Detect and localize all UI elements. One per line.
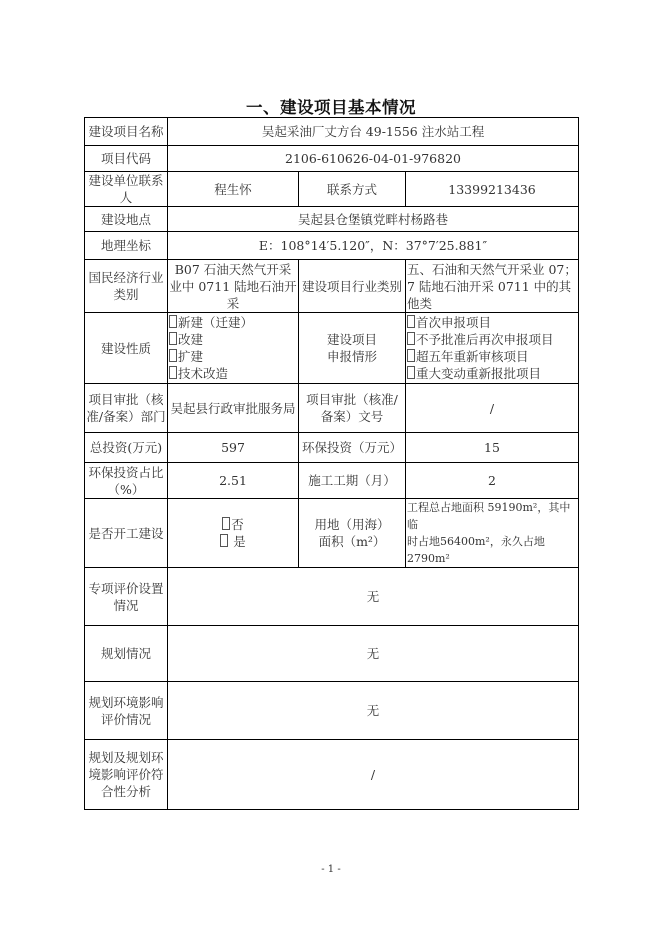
- value-planning-compliance: /: [168, 740, 579, 810]
- table-row-special-eval: [85, 568, 579, 626]
- option-major-change[interactable]: 重大变动重新报批项目: [407, 365, 577, 382]
- value-planning: 无: [168, 626, 579, 682]
- value-approval-dept: 吴起县行政审批服务局: [168, 384, 299, 433]
- checkbox[interactable]: [169, 349, 177, 362]
- value-approval-doc: /: [406, 384, 579, 433]
- checkbox[interactable]: [407, 332, 415, 345]
- label-project-code: 项目代码: [85, 146, 168, 172]
- table-row-investment: [85, 433, 579, 463]
- table-row-nature: [85, 313, 579, 384]
- value-construction-period: 2: [406, 463, 579, 499]
- table-row-env-ratio: [85, 463, 579, 499]
- project-info-table: [84, 117, 579, 810]
- label-env-ratio: 环保投资占比（%）: [85, 463, 168, 499]
- checkbox[interactable]: [169, 366, 177, 379]
- option-resubmit[interactable]: 不予批准后再次申报项目: [407, 331, 577, 348]
- value-coords: E：108°14′5.120″，N：37°7′25.881″: [168, 232, 579, 260]
- value-planning-env: 无: [168, 682, 579, 740]
- label-contact-method: 联系方式: [299, 172, 406, 207]
- started-options: [168, 499, 299, 568]
- label-contact-person: 建设单位联系人: [85, 172, 168, 207]
- option-five-year[interactable]: 超五年重新审核项目: [407, 348, 577, 365]
- label-investment: 总投资(万元): [85, 433, 168, 463]
- checkbox[interactable]: [407, 315, 415, 328]
- label-project-name: 建设项目名称: [85, 118, 168, 146]
- label-env-investment: 环保投资（万元）: [299, 433, 406, 463]
- value-env-ratio: 2.51: [168, 463, 299, 499]
- table-row-planning-compliance: [85, 740, 579, 810]
- value-contact-person: 程生怀: [168, 172, 299, 207]
- table-row-project-code: [85, 146, 579, 172]
- checkbox[interactable]: [222, 517, 230, 530]
- table-row-location: [85, 207, 579, 232]
- checkbox[interactable]: [220, 534, 228, 547]
- value-industry: B07 石油天然气开采业中 0711 陆地石油开采: [169, 261, 297, 311]
- value-project-name: 吴起采油厂丈方台 49-1556 注水站工程: [168, 118, 579, 146]
- page-number: - 1 -: [321, 864, 341, 875]
- label-coords: 地理坐标: [85, 232, 168, 260]
- table-row-industry: [85, 260, 579, 313]
- option-expand[interactable]: 扩建: [169, 348, 297, 365]
- option-rebuild[interactable]: 改建: [169, 331, 297, 348]
- checkbox[interactable]: [169, 332, 177, 345]
- value-project-industry: 五、石油和天然气开采业 07；7 陆地石油开采 0711 中的其他类: [407, 261, 577, 311]
- label-special-eval: 专项评价设置情况: [85, 568, 168, 626]
- label-started: 是否开工建设: [85, 499, 168, 568]
- option-tech[interactable]: 技术改造: [169, 365, 297, 382]
- value-location: 吴起县仓堡镇党畔村杨路巷: [168, 207, 579, 232]
- label-nature: 建设性质: [85, 313, 168, 384]
- table-row-contact: [85, 172, 579, 207]
- label-construction-period: 施工工期（月）: [299, 463, 406, 499]
- section-title: 一、建设项目基本情况: [246, 98, 416, 117]
- checkbox[interactable]: [407, 366, 415, 379]
- table-row-planning: [85, 626, 579, 682]
- checkbox[interactable]: [169, 315, 177, 328]
- table-row-planning-env: [85, 682, 579, 740]
- label-planning-env: 规划环境影响评价情况: [85, 682, 168, 740]
- table-row-project-name: [85, 118, 579, 146]
- option-yes[interactable]: 是: [169, 533, 297, 550]
- label-approval-dept: 项目审批（核准/备案）部门: [85, 384, 168, 433]
- checkbox[interactable]: [407, 349, 415, 362]
- option-new[interactable]: 新建（迁建）: [169, 314, 297, 331]
- label-project-industry: 建设项目行业类别: [299, 260, 406, 313]
- label-location: 建设地点: [85, 207, 168, 232]
- declaration-options: [406, 313, 579, 384]
- value-investment: 597: [168, 433, 299, 463]
- value-contact-phone: 13399213436: [406, 172, 579, 207]
- label-planning-compliance: 规划及规划环境影响评价符合性分析: [85, 740, 168, 810]
- table-row-started: [85, 499, 579, 568]
- value-land-area: 工程总占地面积 59190m²，其中临 时占地56400m²，永久占地2790m²: [406, 499, 579, 568]
- value-project-code: 2106-610626-04-01-976820: [168, 146, 579, 172]
- value-env-investment: 15: [406, 433, 579, 463]
- label-industry: 国民经济行业类别: [85, 260, 168, 313]
- label-approval-doc: 项目审批（核准/备案）文号: [299, 384, 406, 433]
- table-row-approval: [85, 384, 579, 433]
- table-row-coords: [85, 232, 579, 260]
- label-land-area: 用地（用海） 面积（m²）: [299, 499, 406, 568]
- label-declaration: 建设项目 申报情形: [299, 313, 406, 384]
- value-special-eval: 无: [168, 568, 579, 626]
- nature-options: [168, 313, 299, 384]
- option-no[interactable]: 否: [169, 516, 297, 533]
- option-first[interactable]: 首次申报项目: [407, 314, 577, 331]
- label-planning: 规划情况: [85, 626, 168, 682]
